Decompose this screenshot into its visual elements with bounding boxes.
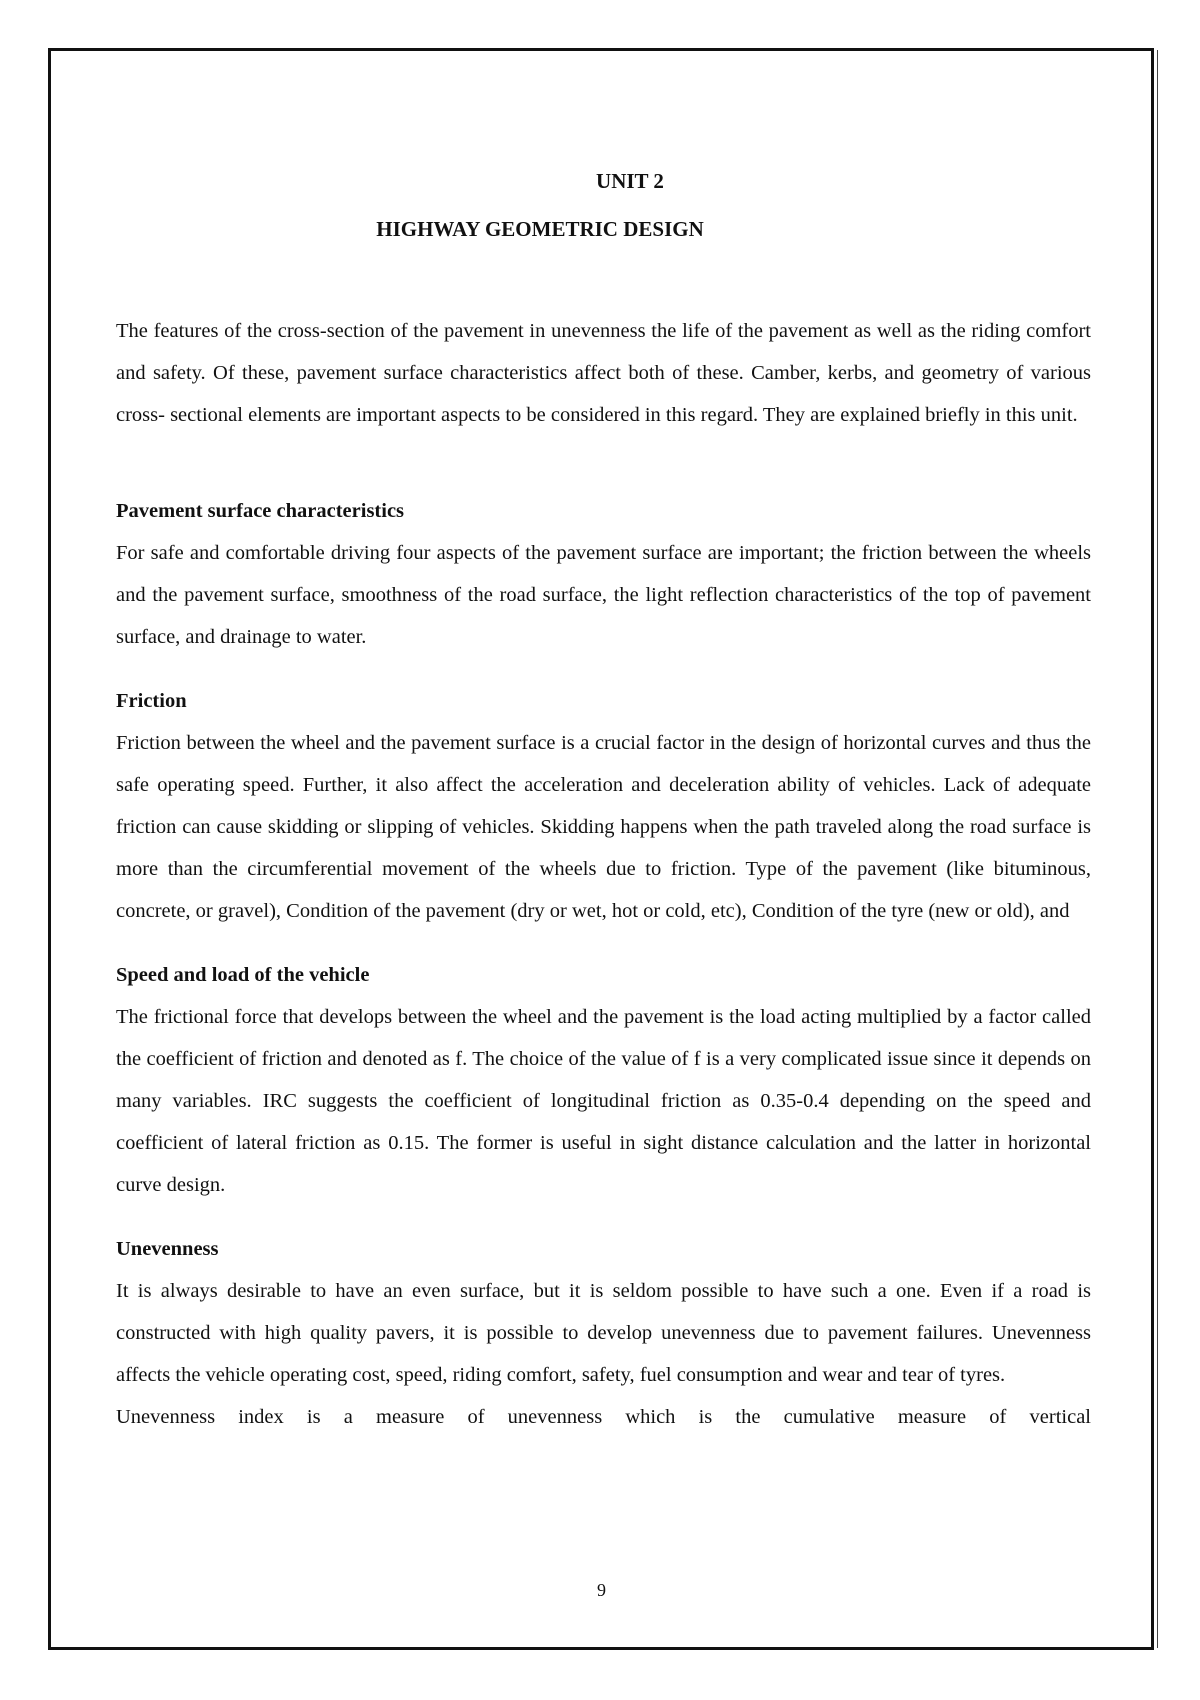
page-number: 9 [597, 1580, 606, 1600]
document-body [116, 310, 1091, 1438]
section-friction [116, 680, 1091, 932]
section-heading: Pavement surface characteristics [116, 500, 405, 522]
page-title: HIGHWAY GEOMETRIC DESIGN [376, 217, 704, 241]
intro-paragraph: The features of the cross-section of the pavement in unevenness the life of the pavement as well as the riding comfort and safety. Of these, pavement surface characteristics affect both of these. Camber, kerbs, and geometry of various cross- sectional elements are important aspects to be considered in this regard. They are explained briefly in this unit. [116, 320, 1091, 426]
section-pavement-surface [116, 490, 1091, 658]
section-heading: Unevenness [116, 1238, 219, 1260]
paragraph: Unevenness index is a measure of unevenness which is the cumulative measure of vertical [116, 1406, 1091, 1428]
paragraph: Friction between the wheel and the pavement surface is a crucial factor in the design of horizontal curves and thus the safe operating speed. Further, it also affect the acceleration and deceleration ability of vehicles. Lack of adequate friction can cause skidding or slipping of vehicles. Skidding happens when the path traveled along the road surface is more than the circumferential movement of the wheels due to friction. Type of the pavement (like bituminous, concrete, or gravel), Condition of the pavement (dry or wet, hot or cold, etc), Condition of the tyre (new or old), and [116, 732, 1091, 922]
section-speed-load [116, 954, 1091, 1206]
section-heading: Speed and load of the vehicle [116, 964, 370, 986]
unit-title: UNIT 2 [596, 169, 664, 193]
paragraph: For safe and comfortable driving four aspects of the pavement surface are important; the friction between the wheels and the pavement surface, smoothness of the road surface, the light reflection characteristics of the top of pavement surface, and drainage to water. [116, 542, 1091, 648]
paragraph: The frictional force that develops between the wheel and the pavement is the load acting multiplied by a factor called the coefficient of friction and denoted as f. The choice of the value of f is a very complicated issue since it depends on many variables. IRC suggests the coefficient of longitudinal friction as 0.35-0.4 depending on the speed and coefficient of lateral friction as 0.15. The former is useful in sight distance calculation and the latter in horizontal curve design. [116, 1006, 1091, 1196]
section-unevenness [116, 1228, 1091, 1438]
paragraph: It is always desirable to have an even surface, but it is seldom possible to have such a one. Even if a road is constructed with high quality pavers, it is possible to develop unevenness due to pavement failures. Unevenness affects the vehicle operating cost, speed, riding comfort, safety, fuel consumption and wear and tear of tyres. [116, 1280, 1091, 1386]
section-heading: Friction [116, 690, 187, 712]
